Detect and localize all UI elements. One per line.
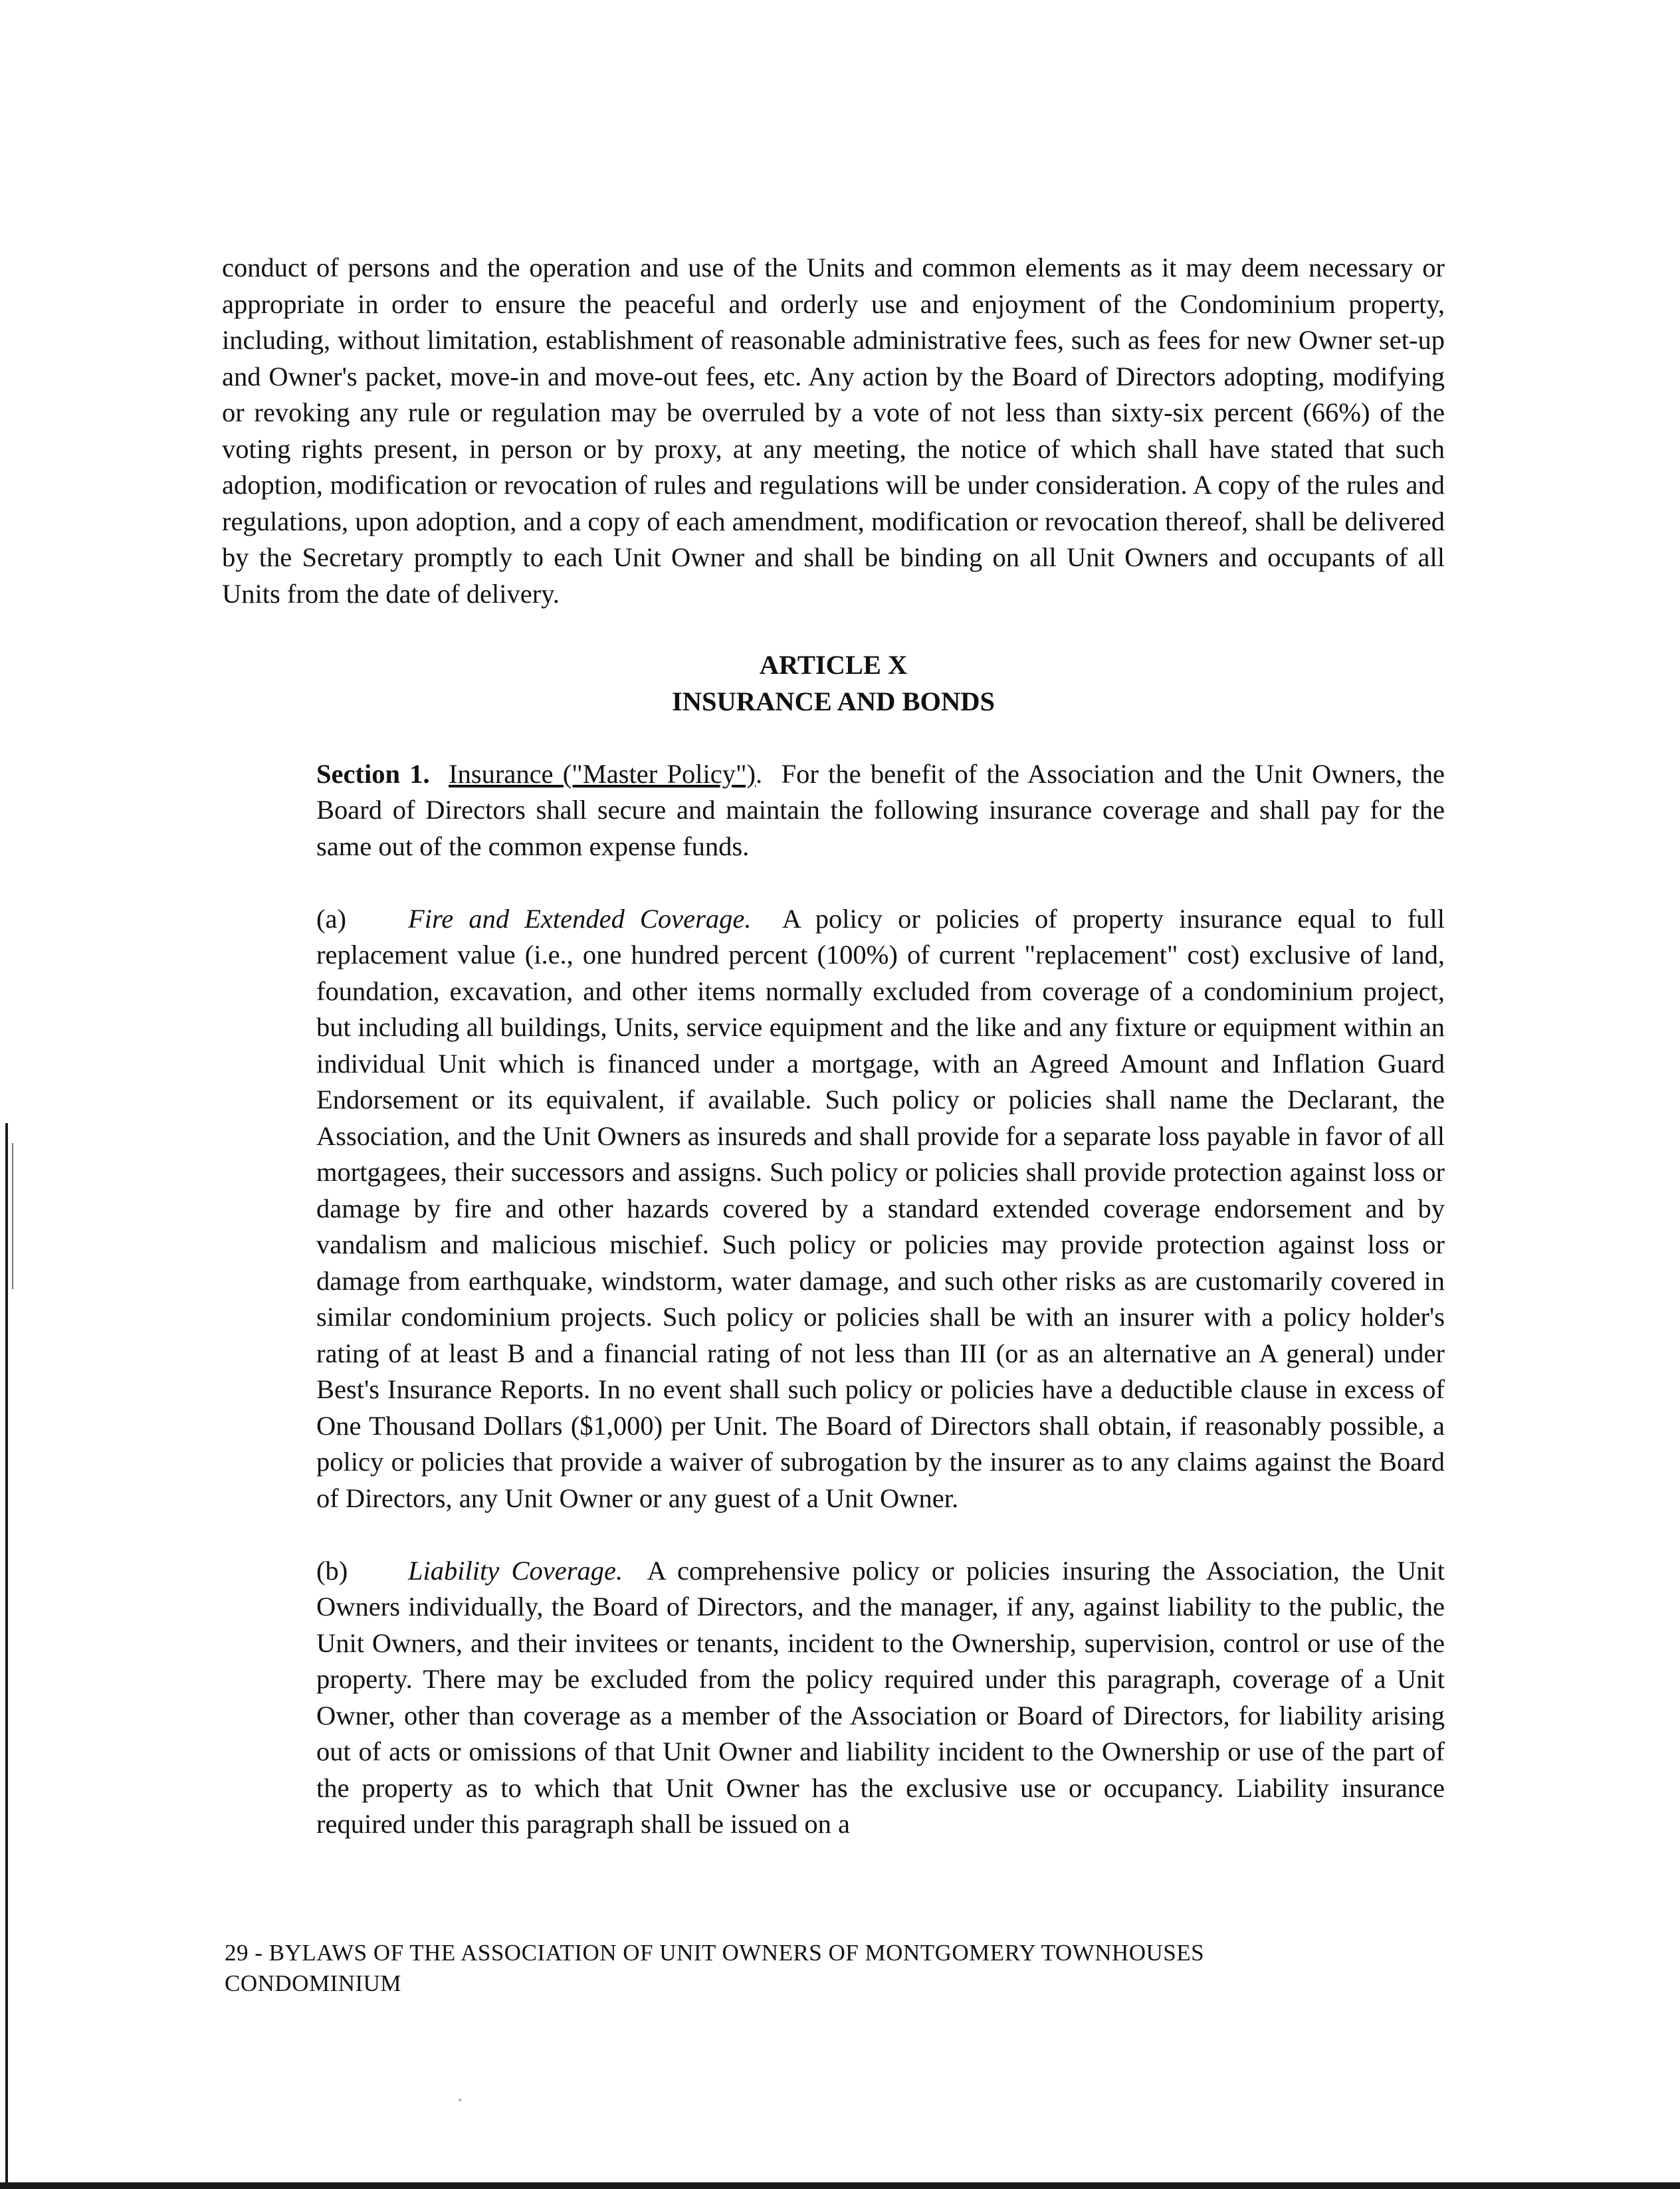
- subsection-a-heading: Fire and Extended Coverage.: [408, 903, 752, 934]
- scan-edge-left-faint: [12, 1143, 13, 1289]
- section-1-heading: Insurance ("Master Policy"): [449, 758, 756, 789]
- subsection-b-heading: Liability Coverage.: [408, 1555, 623, 1586]
- article-number: ARTICLE X: [759, 650, 908, 680]
- section-1-text: For the benefit of the Association and the Unit Owners, the Board of Directors shall secure and maintain the following insurance coverage and shall pay for the same out of the common expense funds.: [316, 758, 1445, 861]
- section-1-paragraph: [222, 756, 1445, 865]
- subsection-a-paragraph: [222, 901, 1445, 1517]
- subsection-b-text: A comprehensive policy or policies insuring the Association, the Unit Owners individually, the Board of Directors, and the manager, if any, against liability to the public, the Unit Owners, and their invitees or tenants, incident to the Ownership, supervision, control or use of the property. There may be excluded from the policy required under this paragraph, coverage of a Unit Owner, other than coverage as a member of the Association or Board of Directors, for liability arising out of acts or omissions of that Unit Owner and liability incident to the Ownership or use of the part of the property as to which that Unit Owner has the exclusive use or occupancy. Liability insurance required under this paragraph shall be issued on a: [316, 1555, 1445, 1839]
- subsection-b-marker: (b): [316, 1555, 348, 1586]
- document-body: [222, 250, 1445, 1843]
- article-heading: [222, 647, 1445, 720]
- article-title: INSURANCE AND BONDS: [671, 686, 996, 716]
- scan-speck: [459, 2099, 461, 2101]
- footer-line-2: CONDOMINIUM: [225, 1970, 402, 1996]
- subsection-b-paragraph: [222, 1553, 1445, 1843]
- footer-line-1: 29 - BYLAWS OF THE ASSOCIATION OF UNIT OWNERS OF MONTGOMERY TOWNHOUSES: [225, 1940, 1205, 1966]
- continuation-paragraph: conduct of persons and the operation and use of the Units and common elements as it may deem necessary or appropriate in order to ensure the peaceful and orderly use and enjoyment of the Condominium property, including, without limitation, establishment of reasonable administrative fees, such as fees for new Owner set-up and Owner's packet, move-in and move-out fees, etc. Any action by the Board of Directors adopting, modifying or revoking any rule or regulation may be overruled by a vote of not less than sixty-six percent (66%) of the voting rights present, in person or by proxy, at any meeting, the notice of which shall have stated that such adoption, modification or revocation of rules and regulations will be under consideration. A copy of the rules and regulations, upon adoption, and a copy of each amendment, modification or revocation thereof, shall be delivered by the Secretary promptly to each Unit Owner and shall be binding on all Unit Owners and occupants of all Units from the date of delivery.: [222, 253, 1445, 609]
- page-footer: [225, 1938, 1421, 1999]
- subsection-a-text: A policy or policies of property insurance equal to full replacement value (i.e., one hundred percent (100%) of current "replacement" cost) exclusive of land, foundation, excavation, and other items normally excluded from coverage of a condominium project, but including all buildings, Units, service equipment and the like and any fixture or equipment within an individual Unit which is financed under a mortgage, with an Agreed Amount and Inflation Guard Endorsement or its equivalent, if available. Such policy or policies shall name the Declarant, the Association, and the Unit Owners as insureds and shall provide for a separate loss payable in favor of all mortgagees, their successors and assigns. Such policy or policies shall provide protection against loss or damage by fire and other hazards covered by a standard extended coverage endorsement and by vandalism and malicious mischief. Such policy or policies may provide protection against loss or damage from earthquake, windstorm, water damage, and such other risks as are customarily covered in similar condominium projects. Such policy or policies shall be with an insurer with a policy holder's rating of at least B and a financial rating of not less than III (or as an alternative an A general) under Best's Insurance Reports. In no event shall such policy or policies have a deductible clause in excess of One Thousand Dollars ($1,000) per Unit. The Board of Directors shall obtain, if reasonably possible, a policy or policies that provide a waiver of subrogation by the insurer as to any claims against the Board of Directors, any Unit Owner or any guest of a Unit Owner.: [316, 903, 1445, 1513]
- section-1-label: Section 1.: [316, 758, 430, 789]
- scan-edge-left: [5, 1123, 8, 2189]
- section-1-heading-punct: .: [756, 758, 763, 789]
- scan-edge-bottom: [0, 2182, 1680, 2189]
- subsection-a-marker: (a): [316, 903, 346, 934]
